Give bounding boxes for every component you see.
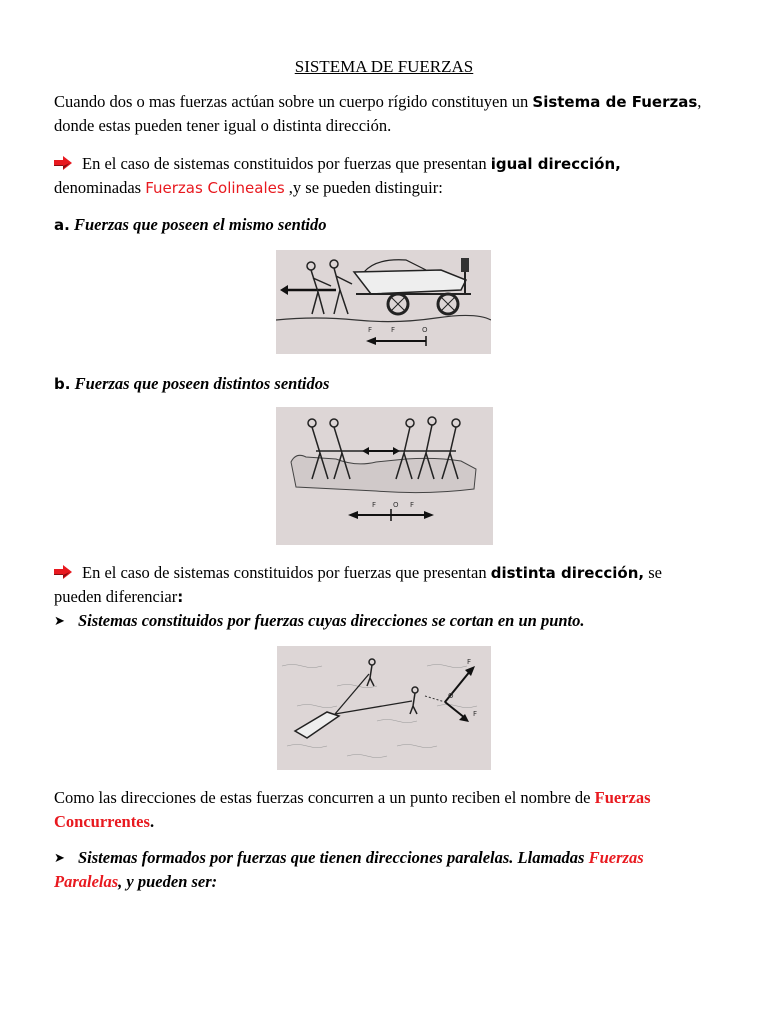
chevron-bullet-icon: ➤ <box>54 850 65 865</box>
concurrentes-paragraph <box>54 786 651 834</box>
distinta-line2: pueden diferenciar <box>54 587 178 606</box>
item-a <box>54 213 327 237</box>
item-a-text: Fuerzas que poseen el mismo sentido <box>73 215 327 234</box>
figure-opposite-direction <box>276 407 493 545</box>
concurrentes-dot: . <box>149 812 155 831</box>
distinta-direccion-term: distinta dirección, <box>490 564 645 582</box>
fig3-f2-label: F <box>473 710 478 718</box>
fig2-f1-label: F <box>372 501 377 509</box>
page-title: SISTEMA DE FUERZAS <box>294 57 474 76</box>
fuerzas-concurrentes-term-2: Concurrentes <box>54 812 150 831</box>
concurrentes-text: Como las direcciones de estas fuerzas concurren a un punto reciben el nombre de <box>54 788 595 807</box>
fig3-o-label: O <box>448 692 454 700</box>
fuerzas-paralelas-term-2: Paralelas <box>54 872 119 891</box>
distinta-paragraph <box>54 561 662 609</box>
bullet-concurrent-text: Sistemas constituidos por fuerzas cuyas direcciones se cortan en un punto. <box>78 611 585 630</box>
colineales-line2-end: ,y se pueden distinguir: <box>284 178 443 197</box>
fig1-f2-label: F <box>391 326 396 334</box>
distinta-colon: : <box>177 588 184 606</box>
red-arrow-icon <box>54 565 72 579</box>
figure-concurrent-forces <box>277 646 491 770</box>
intro-bold-term: Sistema de Fuerzas <box>532 93 698 111</box>
fuerzas-paralelas-term-1: Fuerzas <box>588 848 644 867</box>
item-b-text: Fuerzas que poseen distintos sentidos <box>74 374 330 393</box>
bullet-concurrent <box>54 609 585 633</box>
fig2-o-label: O <box>393 501 399 509</box>
igual-direccion-term: igual dirección, <box>490 155 621 173</box>
chevron-bullet-icon: ➤ <box>54 613 65 628</box>
fig3-f-label: F <box>467 658 472 666</box>
item-b <box>54 372 329 396</box>
intro-comma: , <box>697 92 702 111</box>
bullet-parallel-text: Sistemas formados por fuerzas que tienen direcciones paralelas. Llamadas <box>78 848 589 867</box>
distinta-text-end: se <box>644 563 662 582</box>
fuerzas-concurrentes-term-1: Fuerzas <box>594 788 651 807</box>
item-b-letter: b. <box>54 375 71 393</box>
intro-line2: donde estas pueden tener igual o distinta dirección. <box>54 116 392 135</box>
red-arrow-icon <box>54 156 72 170</box>
intro-paragraph <box>54 90 701 138</box>
colineales-text: En el caso de sistemas constituidos por fuerzas que presentan <box>82 154 491 173</box>
fuerzas-colineales-term: Fuerzas Colineales <box>145 179 285 197</box>
fig1-f1-label: F <box>368 326 373 334</box>
distinta-text: En el caso de sistemas constituidos por fuerzas que presentan <box>82 563 491 582</box>
bullet-parallel-end: , y pueden ser: <box>118 872 218 891</box>
intro-text: Cuando dos o mas fuerzas actúan sobre un cuerpo rígido constituyen un <box>54 92 533 111</box>
colineales-paragraph <box>54 152 621 200</box>
item-a-letter: a. <box>54 216 70 234</box>
figure-same-direction <box>276 250 491 354</box>
fig2-f2-label: F <box>410 501 415 509</box>
fig1-o-label: O <box>422 326 428 334</box>
bullet-parallel <box>54 846 644 894</box>
colineales-line2: denominadas <box>54 178 146 197</box>
